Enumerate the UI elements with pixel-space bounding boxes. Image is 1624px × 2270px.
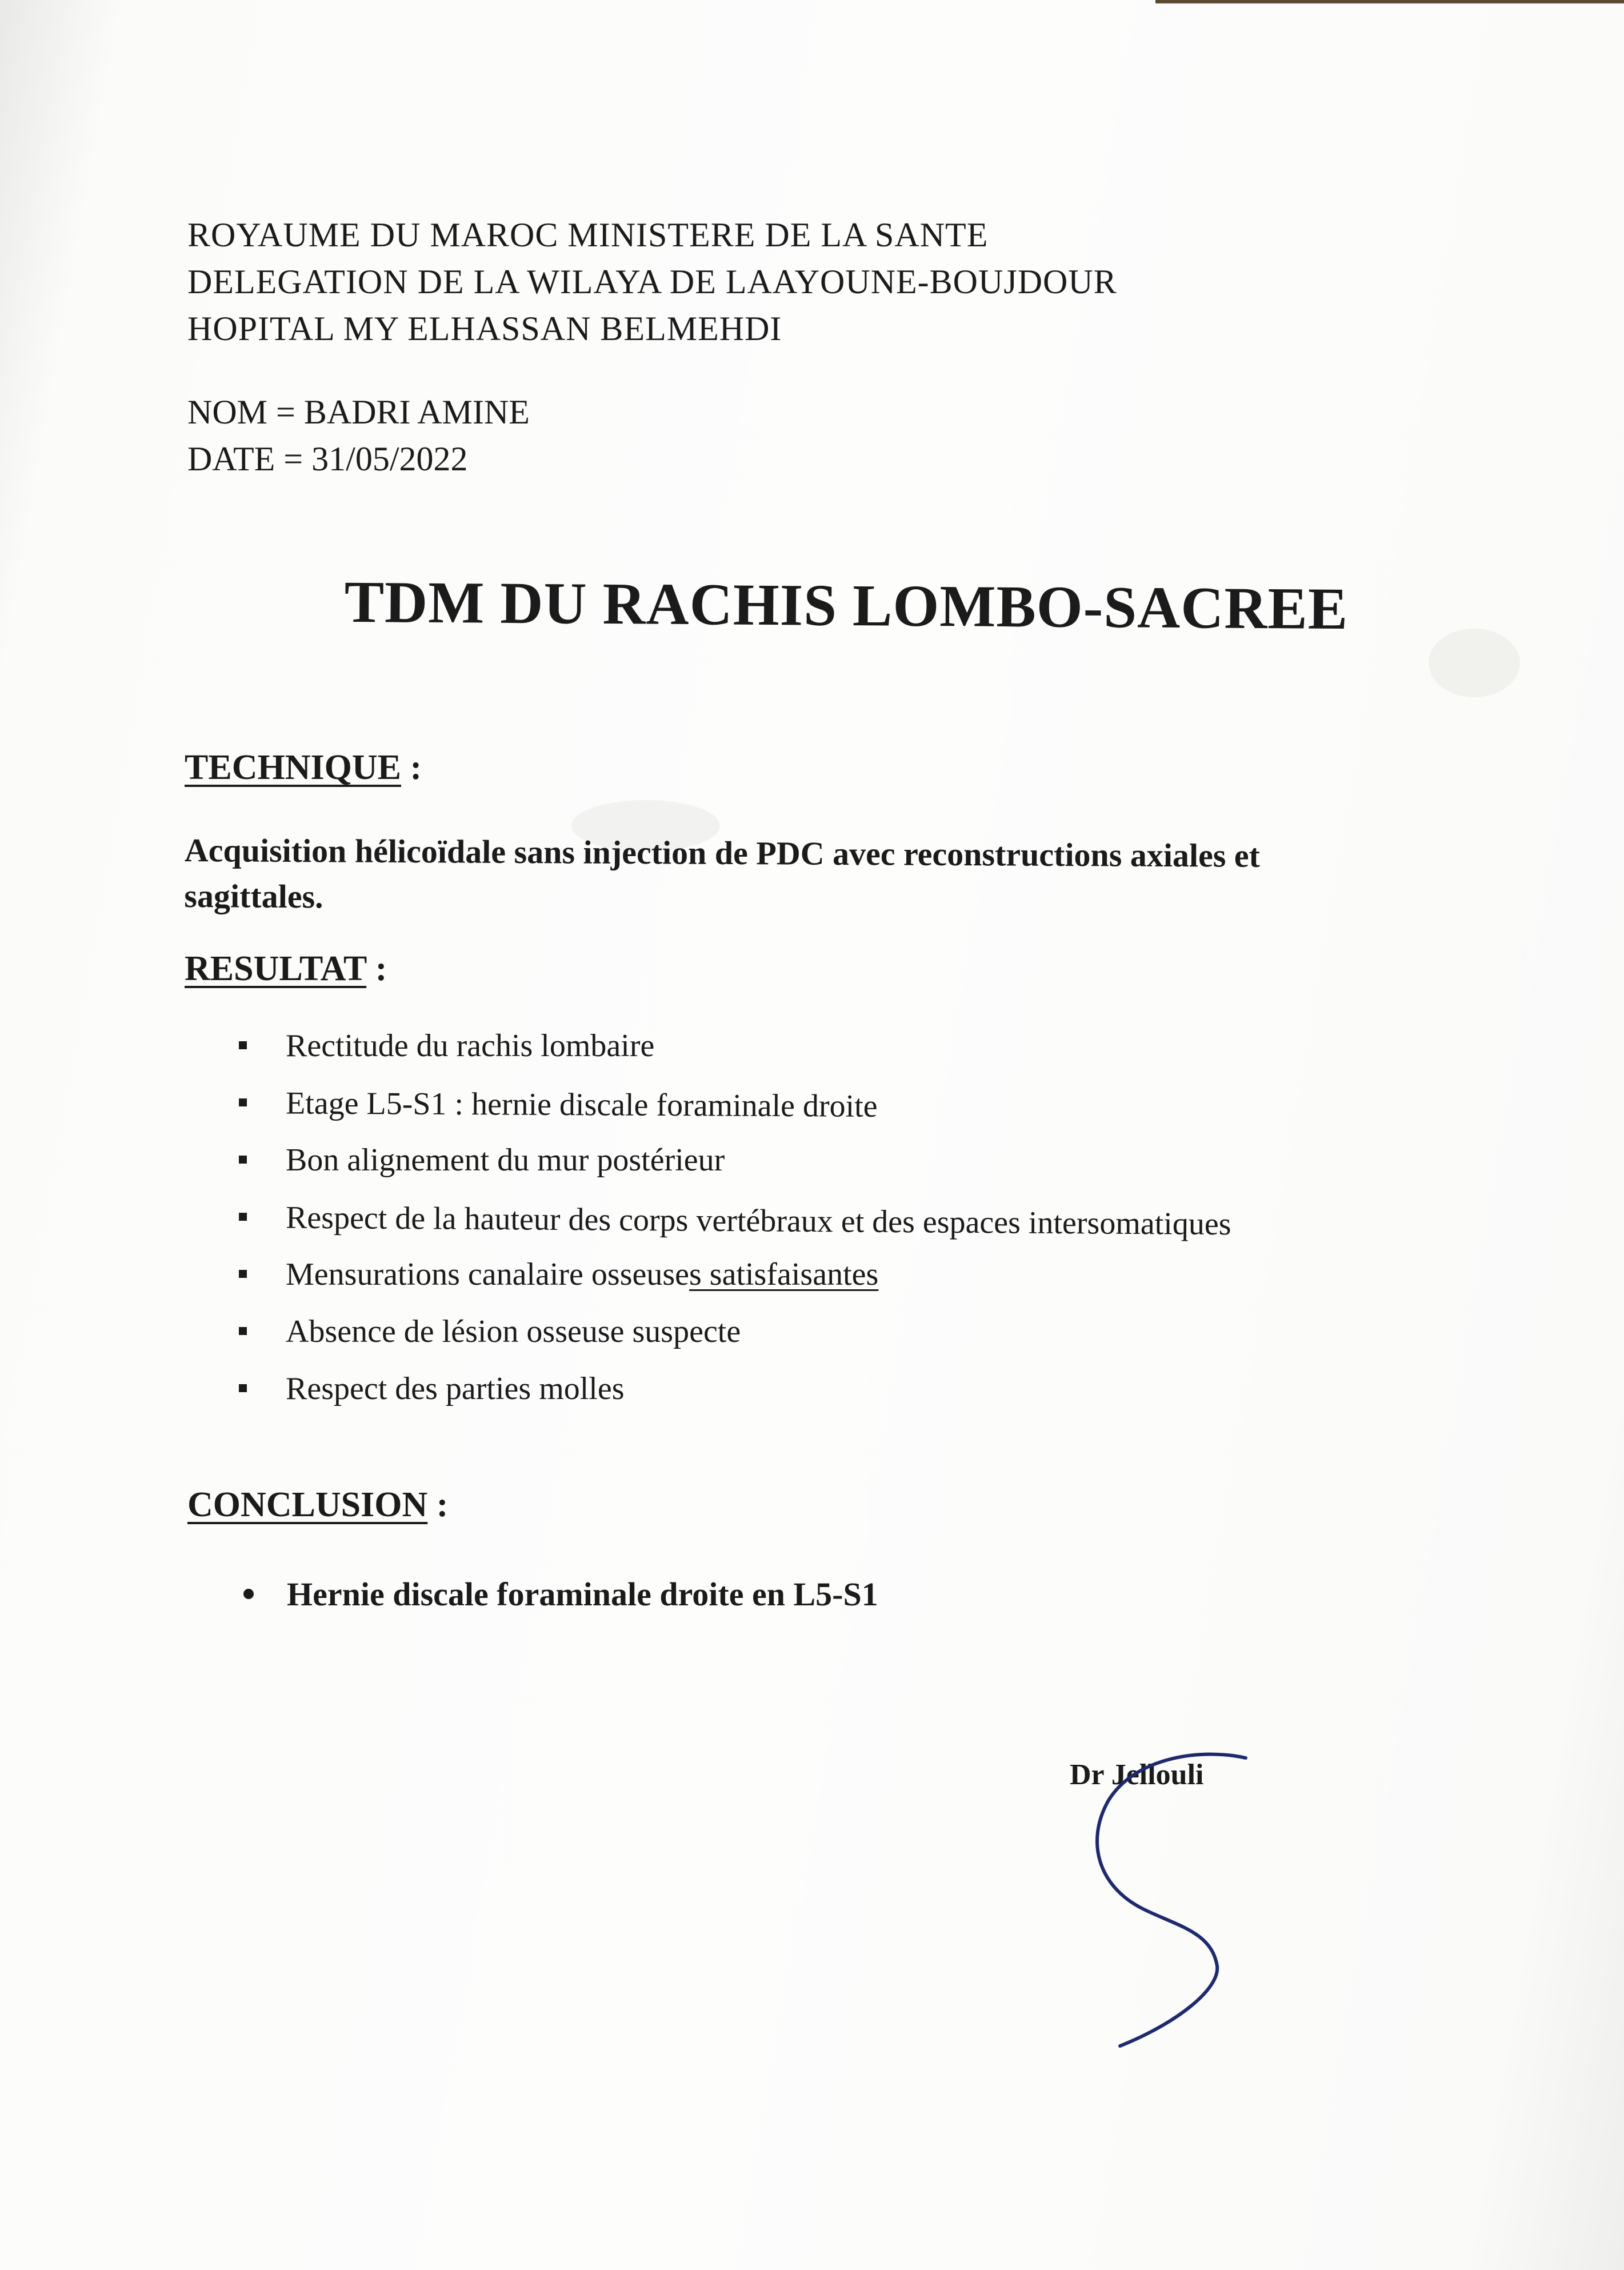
conclusion-list: [234, 1572, 878, 1617]
square-bullet-icon: [239, 1213, 247, 1221]
result-text-mensurations: [286, 1252, 878, 1297]
document-header: [187, 211, 1117, 352]
patient-name: NOM = BADRI AMINE: [187, 393, 530, 431]
conclusion-heading-colon: :: [427, 1485, 449, 1524]
result-text: Respect des parties molles: [286, 1371, 625, 1406]
technique-heading-label: TECHNIQUE: [185, 748, 401, 787]
results-list: [234, 1023, 1231, 1423]
list-item: [234, 1080, 1231, 1142]
result-text: Respect de la hauteur des corps vertébraux et des espaces intersomatiques: [285, 1200, 1231, 1242]
list-item: [234, 1572, 878, 1617]
signature-name: Dr Jellouli: [1070, 1759, 1204, 1791]
header-line-ministry: ROYAUME DU MAROC MINISTERE DE LA SANTE: [187, 216, 989, 254]
list-item: [234, 1194, 1231, 1258]
square-bullet-icon: [239, 1156, 247, 1164]
list-item: [234, 1023, 1231, 1080]
mensurations-underlined: s satisfaisantes: [689, 1257, 879, 1292]
technique-description: Acquisition hélicoïdale sans injection de PDC avec reconstructions axiales et sagittales.: [184, 831, 1261, 916]
header-line-delegation: DELEGATION DE LA WILAYA DE LAAYOUNE-BOUJDOUR: [187, 263, 1117, 301]
result-text: Bon alignement du mur postérieur: [286, 1142, 725, 1178]
square-bullet-icon: [239, 1327, 247, 1335]
header-line-hospital: HOPITAL MY ELHASSAN BELMEHDI: [187, 310, 782, 347]
list-item: [234, 1252, 1231, 1309]
patient-info: [187, 389, 530, 482]
page-edge-shadow: [1155, 0, 1624, 3]
handwritten-signature: [1074, 1737, 1303, 2057]
technique-heading-colon: :: [401, 748, 422, 787]
result-text: Absence de lésion osseuse suspecte: [286, 1314, 741, 1349]
technique-heading: [185, 748, 422, 788]
square-bullet-icon: [239, 1270, 247, 1278]
resultat-heading: [185, 949, 387, 989]
result-text: Rectitude du rachis lombaire: [286, 1028, 655, 1064]
resultat-heading-label: RESULTAT: [185, 949, 367, 988]
document-title: TDM DU RACHIS LOMBO-SACREE: [344, 569, 1349, 642]
conclusion-heading: [187, 1485, 448, 1525]
square-bullet-icon: [239, 1384, 247, 1392]
conclusion-text: Hernie discale foraminale droite en L5-S1: [287, 1576, 878, 1613]
list-item: [234, 1137, 1231, 1194]
result-text: Etage L5-S1 : hernie discale foraminale droite: [285, 1085, 878, 1124]
square-bullet-icon: [239, 1098, 247, 1106]
conclusion-heading-label: CONCLUSION: [187, 1485, 428, 1524]
mensurations-prefix: Mensurations canalaire osseuse: [286, 1257, 689, 1292]
round-bullet-icon: [243, 1589, 254, 1599]
list-item: [234, 1309, 1231, 1366]
exam-date: DATE = 31/05/2022: [187, 440, 468, 478]
signature-stroke: [1097, 1755, 1246, 2046]
resultat-heading-colon: :: [366, 949, 387, 988]
list-item: [234, 1366, 1231, 1423]
square-bullet-icon: [239, 1041, 247, 1049]
